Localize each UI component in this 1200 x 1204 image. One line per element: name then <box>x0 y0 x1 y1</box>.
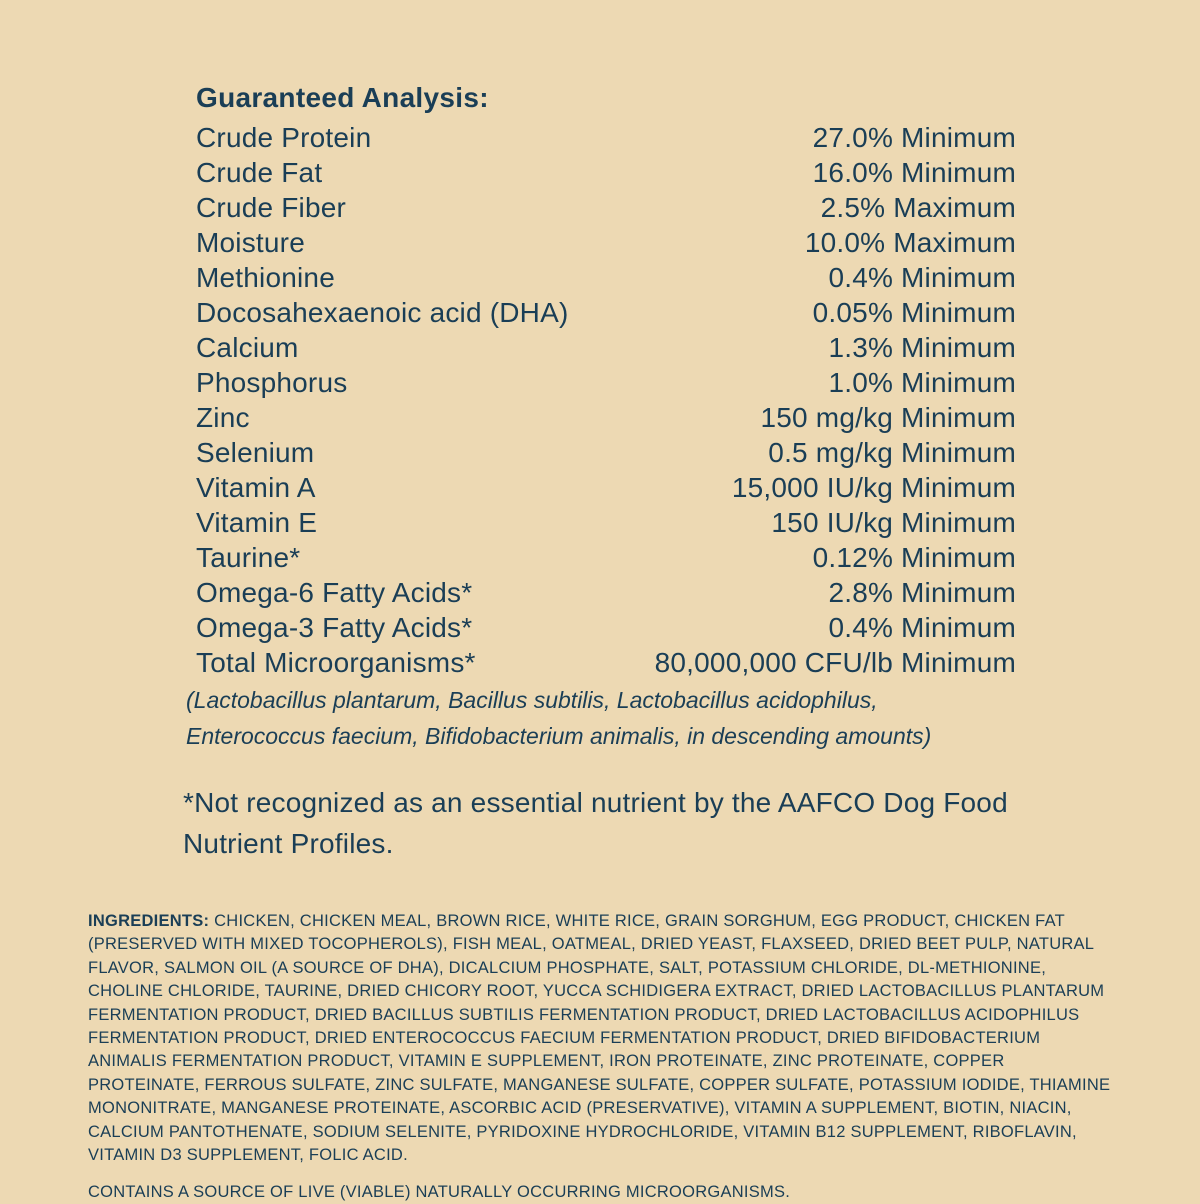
nutrient-value: 1.0% Minimum <box>828 367 1016 398</box>
aafco-footnote: *Not recognized as an essential nutrient by the AAFCO Dog Food Nutrient Profiles. <box>183 787 1008 859</box>
guaranteed-analysis-heading: Guaranteed Analysis: <box>196 82 489 113</box>
analysis-row <box>196 295 1016 330</box>
nutrient-value: 80,000,000 CFU/lb Minimum <box>654 647 1016 678</box>
nutrient-name: Vitamin E <box>196 507 318 538</box>
nutrient-value: 15,000 IU/kg Minimum <box>731 472 1016 503</box>
nutrient-value: 16.0% Minimum <box>812 157 1016 188</box>
nutrient-name: Crude Fat <box>196 157 323 188</box>
nutrient-name: Calcium <box>196 332 299 363</box>
nutrient-value: 0.4% Minimum <box>828 262 1016 293</box>
nutrient-name: Docosahexaenoic acid (DHA) <box>196 297 569 328</box>
analysis-row <box>196 610 1016 645</box>
analysis-row <box>196 330 1016 365</box>
analysis-row <box>196 190 1016 225</box>
nutrient-value: 10.0% Maximum <box>804 227 1016 258</box>
nutrient-value: 150 mg/kg Minimum <box>760 402 1016 433</box>
ingredients-label: INGREDIENTS: <box>88 912 210 930</box>
analysis-row <box>196 470 1016 505</box>
nutrient-value: 0.12% Minimum <box>812 542 1016 573</box>
nutrient-value: 27.0% Minimum <box>812 122 1016 153</box>
analysis-row <box>196 225 1016 260</box>
analysis-row <box>196 505 1016 540</box>
nutrient-value: 1.3% Minimum <box>828 332 1016 363</box>
ingredients-text: CHICKEN, CHICKEN MEAL, BROWN RICE, WHITE RICE, GRAIN SORGHUM, EGG PRODUCT, CHICKEN FAT (PRESERVED WITH MIXED TOCOPHEROLS), FISH MEAL, OATMEAL, DRIED YEAST, FLAXSEED, DRIED BEET PULP, NATURAL FLAVOR, SALMON OIL (A SOURCE OF DHA), DICALCIUM PHOSPHATE, SALT, POTASSIUM CHLORIDE, DL-METHIONINE, CHOLINE CHLORIDE, TAURINE, DRIED CHICORY ROOT, YUCCA SCHIDIGERA EXTRACT, DRIED LACTOBACILLUS PLANTARUM FERMENTATION PRODUCT, DRIED BACILLUS SUBTILIS FERMENTATION PRODUCT, DRIED LACTOBACILLUS ACIDOPHILUS FERMENTATION PRODUCT, DRIED ENTEROCOCCUS FAECIUM FERMENTATION PRODUCT, DRIED BIFIDOBACTERIUM ANIMALIS FERMENTATION PRODUCT, VITAMIN E SUPPLEMENT, IRON PROTEINATE, ZINC PROTEINATE, COPPER PROTEINATE, FERROUS SULFATE, ZINC SULFATE, MANGANESE SULFATE, COPPER SULFATE, POTASSIUM IODIDE, THIAMINE MONONITRATE, MANGANESE PROTEINATE, ASCORBIC ACID (PRESERVATIVE), VITAMIN A SUPPLEMENT, BIOTIN, NIACIN, CALCIUM PANTOTHENATE, SODIUM SELENITE, PYRIDOXINE HYDROCHLORIDE, VITAMIN B12 SUPPLEMENT, RIBOFLAVIN, VITAMIN D3 SUPPLEMENT, FOLIC ACID. <box>88 912 1111 1165</box>
analysis-row <box>196 120 1016 155</box>
nutrient-value: 2.8% Minimum <box>828 577 1016 608</box>
analysis-table <box>196 120 1016 680</box>
contains-note: CONTAINS A SOURCE OF LIVE (VIABLE) NATURALLY OCCURRING MICROORGANISMS. <box>88 1183 791 1202</box>
analysis-row <box>196 575 1016 610</box>
nutrient-name: Zinc <box>196 402 250 433</box>
analysis-row <box>196 645 1016 680</box>
nutrient-name: Methionine <box>196 262 335 293</box>
analysis-row <box>196 155 1016 190</box>
analysis-row <box>196 365 1016 400</box>
nutrient-name: Selenium <box>196 437 315 468</box>
ingredients-paragraph <box>88 910 1120 1167</box>
nutrient-name: Phosphorus <box>196 367 348 398</box>
nutrient-value: 0.5 mg/kg Minimum <box>768 437 1016 468</box>
nutrient-name: Crude Protein <box>196 122 372 153</box>
microorganisms-note: (Lactobacillus plantarum, Bacillus subtilis, Lactobacillus acidophilus, Enterococcus faecium, Bifidobacterium animalis, in descending amounts) <box>186 687 932 749</box>
nutrient-name: Taurine* <box>196 542 301 573</box>
nutrient-name: Omega-3 Fatty Acids* <box>196 612 473 643</box>
nutrient-name: Vitamin A <box>196 472 316 503</box>
nutrient-value: 2.5% Maximum <box>820 192 1016 223</box>
nutrient-value: 0.4% Minimum <box>828 612 1016 643</box>
nutrient-name: Omega-6 Fatty Acids* <box>196 577 473 608</box>
analysis-row <box>196 260 1016 295</box>
analysis-row <box>196 400 1016 435</box>
nutrient-name: Crude Fiber <box>196 192 347 223</box>
nutrient-value: 150 IU/kg Minimum <box>771 507 1016 538</box>
nutrient-name: Moisture <box>196 227 305 258</box>
nutrient-name: Total Microorganisms* <box>196 647 476 678</box>
analysis-row <box>196 540 1016 575</box>
analysis-row <box>196 435 1016 470</box>
nutrient-value: 0.05% Minimum <box>812 297 1016 328</box>
